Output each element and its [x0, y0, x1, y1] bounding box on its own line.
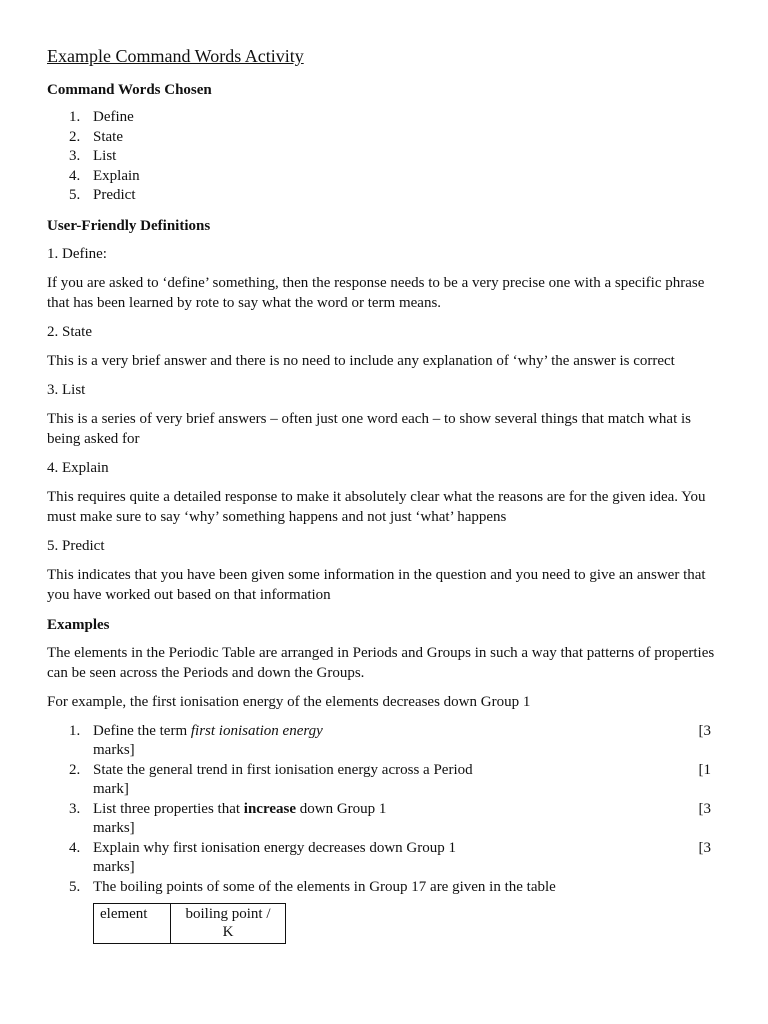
list-item-label: Predict: [93, 187, 136, 203]
question-number: 4.: [69, 839, 81, 856]
table-header-line: K: [222, 924, 234, 940]
definition-term: 2. State: [47, 323, 92, 340]
table-header-boiling-point: [171, 904, 286, 944]
list-item-label: List: [93, 148, 117, 164]
definition-text: If you are asked to ‘define’ something, then the response needs to be a very precise one with a specific phrase that has been learned by rote to say what the word or term means.: [47, 274, 705, 311]
definition-text: This requires quite a detailed response to make it absolutely clear what the reasons are for the given idea. You must make sure to say ‘why’ something happens and not just ‘what’ happens: [47, 488, 706, 525]
question-text: State the general trend in first ionisation energy across a Period: [93, 761, 473, 778]
marks-open: [1: [698, 761, 711, 778]
table-header-line: boiling point /: [185, 906, 271, 922]
examples-context: For example, the first ionisation energy of the elements decreases down Group 1: [47, 693, 531, 710]
list-number: 4.: [69, 167, 81, 184]
table-header-element: element: [94, 904, 171, 944]
list-item-label: Define: [93, 109, 134, 125]
list-number: 2.: [69, 128, 81, 145]
chosen-heading: Command Words Chosen: [47, 82, 212, 98]
question-text: List three properties that: [93, 800, 244, 817]
question-item: [47, 800, 727, 839]
question-number: 1.: [69, 722, 81, 739]
marks-open: [3: [698, 722, 711, 739]
definitions-heading: User-Friendly Definitions: [47, 217, 211, 234]
list-number: 5.: [69, 187, 81, 203]
list-number: 1.: [69, 109, 81, 125]
definition-term: 3. List: [47, 381, 86, 398]
definition-text: This indicates that you have been given some information in the question and you need to give an answer that you have worked out based on that information: [47, 566, 706, 603]
question-emphasis: first ionisation energy: [190, 722, 323, 739]
marks-open: [3: [698, 800, 711, 817]
document-title: Example Command Words Activity: [47, 46, 304, 66]
definition-term: 4. Explain: [47, 459, 109, 476]
question-number: 2.: [69, 761, 81, 778]
boiling-point-table: [93, 903, 286, 944]
table-header-row: [94, 904, 286, 944]
marks-close: mark]: [93, 781, 129, 797]
marks-close: marks]: [93, 742, 135, 758]
list-item: [47, 128, 727, 148]
question-item: [47, 761, 727, 800]
question-text: The boiling points of some of the elements in Group 17 are given in the table: [93, 878, 556, 895]
question-item: [47, 839, 727, 878]
marks-close: marks]: [93, 859, 135, 875]
list-item: [47, 108, 727, 128]
marks-open: [3: [698, 839, 711, 856]
definition-term: 5. Predict: [47, 537, 105, 554]
definition-term: 1. Define:: [47, 245, 107, 262]
list-item-label: State: [93, 128, 123, 145]
list-number: 3.: [69, 148, 81, 164]
question-text: Explain why first ionisation energy decreases down Group 1: [93, 839, 456, 856]
document-page: [47, 44, 727, 944]
list-item: [47, 186, 727, 206]
question-number: 5.: [69, 878, 81, 895]
questions-list: [47, 722, 727, 898]
list-item: [47, 147, 727, 167]
question-text: Define the term: [93, 722, 191, 739]
chosen-words-list: [47, 108, 727, 206]
list-item: [47, 167, 727, 187]
definition-text: This is a very brief answer and there is no need to include any explanation of ‘why’ the answer is correct: [47, 352, 675, 369]
examples-heading: Examples: [47, 616, 110, 633]
question-item: [47, 722, 727, 761]
marks-close: marks]: [93, 820, 135, 836]
definition-text: This is a series of very brief answers – often just one word each – to show several things that match what is being asked for: [47, 410, 692, 447]
list-item-label: Explain: [93, 167, 140, 184]
question-bold: increase: [243, 800, 297, 817]
question-item: [47, 878, 727, 898]
examples-intro: The elements in the Periodic Table are arranged in Periods and Groups in such a way that patterns of properties can be seen across the Periods and down the Groups.: [47, 644, 715, 681]
question-number: 3.: [69, 800, 81, 817]
question-text-post: down Group 1: [296, 800, 387, 817]
